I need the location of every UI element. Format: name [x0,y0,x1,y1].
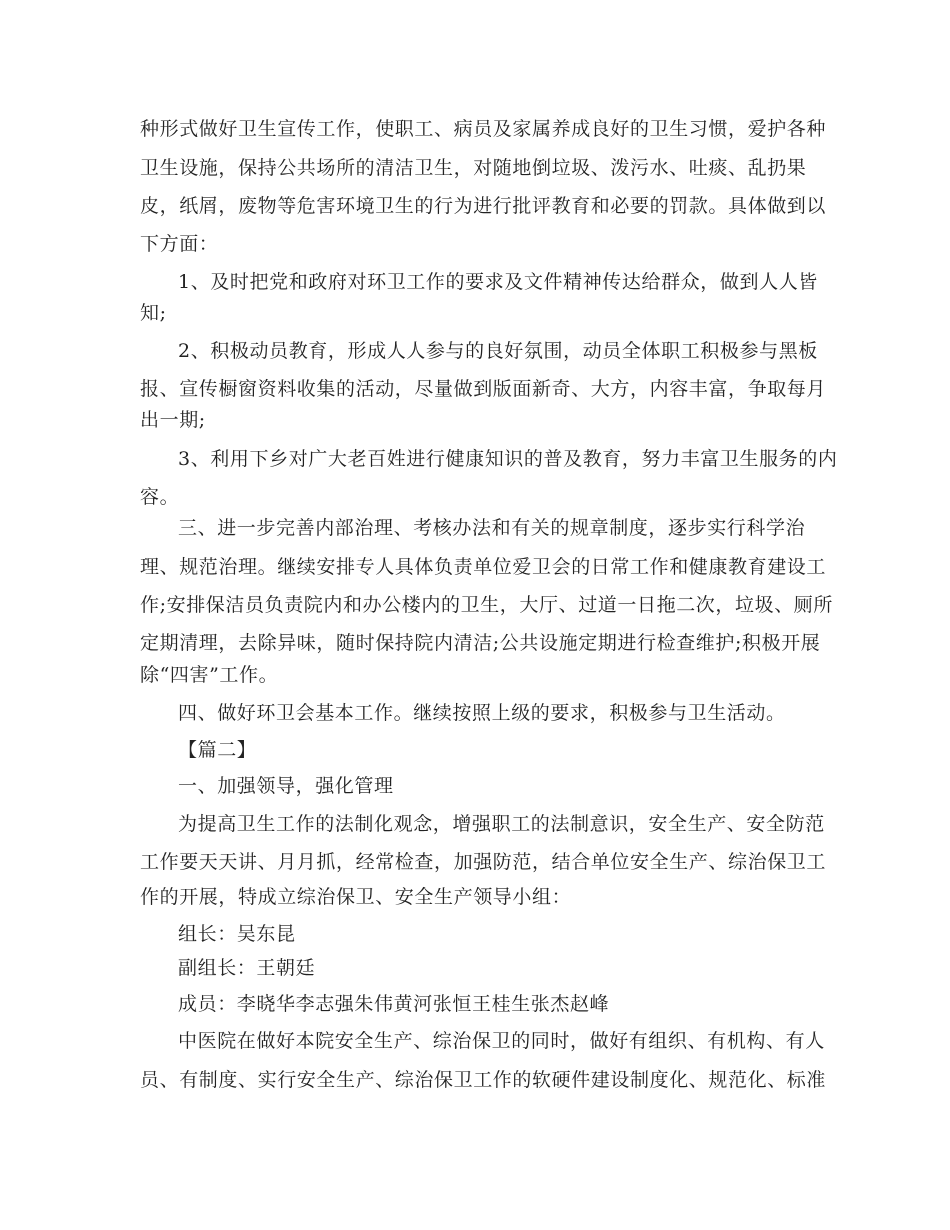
text-line: 四、做好环卫会基本工作。继续按照上级的要求，积极参与卫生活动。 [178,702,786,724]
text-line: 定期清理，去除异味，随时保持院内清洁;公共设施定期进行检查维护;积极开展 [140,632,821,654]
text-line: 1、及时把党和政府对环卫工作的要求及文件精神传达给群众，做到人人皆 [178,271,818,293]
text-line: 除“四害”工作。 [140,664,279,686]
text-line: 下方面： [140,233,219,255]
text-line: 一、加强领导，强化管理 [178,775,394,797]
text-line: 员、有制度、实行安全生产、综治保卫工作的软硬件建设制度化、规范化、标准 [140,1069,827,1091]
text-line: 2、积极动员教育，形成人人参与的良好氛围，动员全体职工积极参与黑板 [178,340,818,362]
text-line: 知; [140,302,167,324]
text-line: 卫生设施，保持公共场所的清洁卫生，对随地倒垃圾、泼污水、吐痰、乱扔果 [140,157,807,179]
text-line: 种形式做好卫生宣传工作，使职工、病员及家属养成良好的卫生习惯，爱护各种 [140,118,827,140]
text-line: 中医院在做好本院安全生产、综治保卫的同时，做好有组织、有机构、有人 [178,1030,825,1052]
text-line: 组长：吴东昆 [178,923,296,945]
text-line: 容。 [140,486,180,508]
text-line: 工作要天天讲、月月抓，经常检查，加强防范，结合单位安全生产、综治保卫工 [140,851,827,873]
section-heading: 【篇二】 [178,739,257,761]
text-line: 理、规范治理。继续安排专人具体负责单位爱卫会的日常工作和健康教育建设工 [140,556,827,578]
text-line: 皮，纸屑，废物等危害环境卫生的行为进行批评教育和必要的罚款。具体做到以 [140,195,827,217]
text-line: 副组长：王朝廷 [178,957,316,979]
text-line: 成员：李晓华李志强朱伟黄河张恒王桂生张杰赵峰 [178,993,610,1015]
text-line: 报、宣传橱窗资料收集的活动，尽量做到版面新奇、大方，内容丰富，争取每月 [140,378,827,400]
text-line: 三、进一步完善内部治理、考核办法和有关的规章制度，逐步实行科学治 [178,517,806,539]
text-line: 作;安排保洁员负责院内和办公楼内的卫生，大厅、过道一日拖二次，垃圾、厕所 [140,594,834,616]
text-line: 为提高卫生工作的法制化观念，增强职工的法制意识，安全生产、安全防范 [178,813,825,835]
text-line: 出一期; [140,409,206,431]
text-line: 作的开展，特成立综治保卫、安全生产领导小组： [140,886,572,908]
text-line: 3、利用下乡对广大老百姓进行健康知识的普及教育，努力丰富卫生服务的内 [178,448,838,470]
